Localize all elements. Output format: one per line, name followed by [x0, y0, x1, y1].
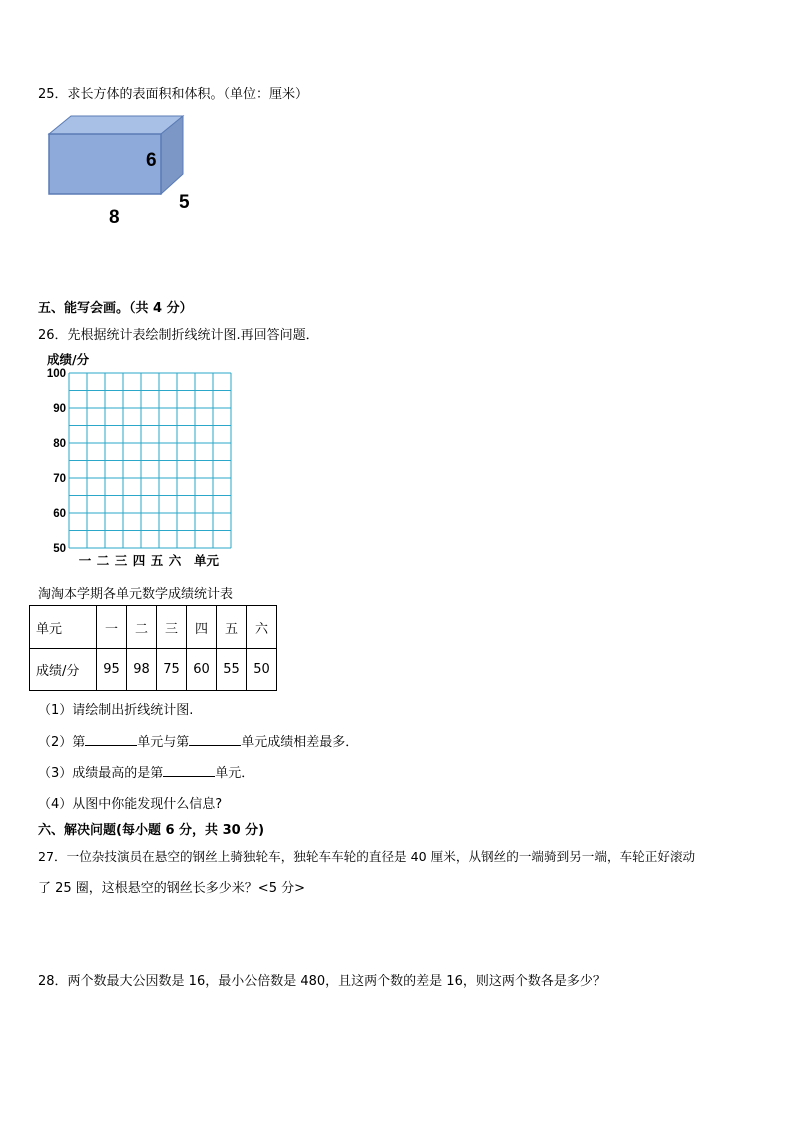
cuboid-height-label: 6: [146, 150, 157, 171]
q26-sub3-part-a: （3）成绩最高的是第: [38, 766, 164, 781]
table-score-row: [30, 649, 277, 691]
table-score-cell: 60: [187, 649, 217, 691]
y-tick-label: 70: [53, 473, 66, 485]
q26-sub2: [38, 731, 358, 750]
q28-text: 28．两个数最大公因数是 16，最小公倍数是 480，且这两个数的差是 16，则这两个数各是多少？: [38, 974, 606, 989]
x-tick-label: 二: [96, 553, 110, 568]
x-axis-unit: 单元: [194, 553, 220, 568]
table-score-cell: 50: [247, 649, 277, 691]
grid-lines: [69, 373, 231, 548]
q26-sub2-part-c: 单元成绩相差最多．: [241, 735, 359, 750]
table-header-label: 单元: [30, 606, 97, 649]
x-tick-label: 五: [150, 553, 164, 568]
y-tick-label: 60: [53, 508, 66, 520]
table-title: 淘淘本学期各单元数学成绩统计表: [38, 587, 234, 602]
cuboid-top-face: [49, 116, 183, 134]
y-tick-label: 80: [53, 438, 66, 450]
q25-text: 25．求长方体的表面积和体积。（单位：厘米）: [38, 87, 309, 102]
table-unit-cell: 一: [97, 606, 127, 649]
table-score-cell: 55: [217, 649, 247, 691]
x-tick-label: 三: [114, 553, 128, 568]
y-axis-label: 成绩/分: [47, 352, 90, 367]
table-unit-cell: 二: [127, 606, 157, 649]
table-score-cell: 95: [97, 649, 127, 691]
y-tick-label: 100: [46, 368, 66, 380]
q26-sub4: （4）从图中你能发现什么信息?: [38, 797, 223, 812]
cuboid-depth-label: 5: [179, 192, 190, 213]
table-unit-cell: 五: [217, 606, 247, 649]
score-table: [29, 605, 277, 691]
answer-blank[interactable]: [163, 764, 215, 777]
q26-sub1: （1）请绘制出折线统计图.: [38, 703, 194, 718]
x-tick-label: 六: [168, 553, 182, 568]
y-tick-label: 50: [53, 543, 66, 555]
q26-sub2-part-b: 单元与第: [137, 735, 190, 750]
cuboid-figure: [40, 108, 200, 233]
x-tick-label: 四: [132, 553, 146, 568]
y-tick-label: 90: [53, 403, 66, 415]
line-chart-grid: [38, 348, 238, 573]
q26-sub3: [38, 762, 254, 781]
q26-text: 26．先根据统计表绘制折线统计图.再回答问题．: [38, 328, 319, 343]
table-unit-cell: 六: [247, 606, 277, 649]
q26-sub2-part-a: （2）第: [38, 735, 86, 750]
q26-sub3-part-b: 单元．: [215, 766, 255, 781]
y-ticks: [47, 368, 66, 555]
table-row-label: 成绩/分: [30, 649, 97, 691]
x-ticks: [79, 553, 182, 568]
table-header-row: [30, 606, 277, 649]
table-score-cell: 75: [157, 649, 187, 691]
answer-blank[interactable]: [189, 733, 241, 746]
cuboid-front-face: [49, 134, 161, 194]
table-unit-cell: 三: [157, 606, 187, 649]
section5-title: 五、能写会画。（共 4 分）: [38, 301, 193, 316]
x-tick-label: 一: [78, 553, 92, 568]
cuboid-length-label: 8: [109, 207, 120, 228]
table-unit-cell: 四: [187, 606, 217, 649]
q27-line1: 27．一位杂技演员在悬空的钢丝上骑独轮车，独轮车车轮的直径是 40 厘米，从钢丝的一端骑到另一端，车轮正好滚动: [38, 849, 696, 864]
answer-blank[interactable]: [85, 733, 137, 746]
q27-line2: 了 25 圈，这根悬空的钢丝长多少米？<5 分>: [38, 881, 305, 896]
section6-title: 六、解决问题(每小题 6 分，共 30 分): [38, 823, 265, 838]
table-score-cell: 98: [127, 649, 157, 691]
